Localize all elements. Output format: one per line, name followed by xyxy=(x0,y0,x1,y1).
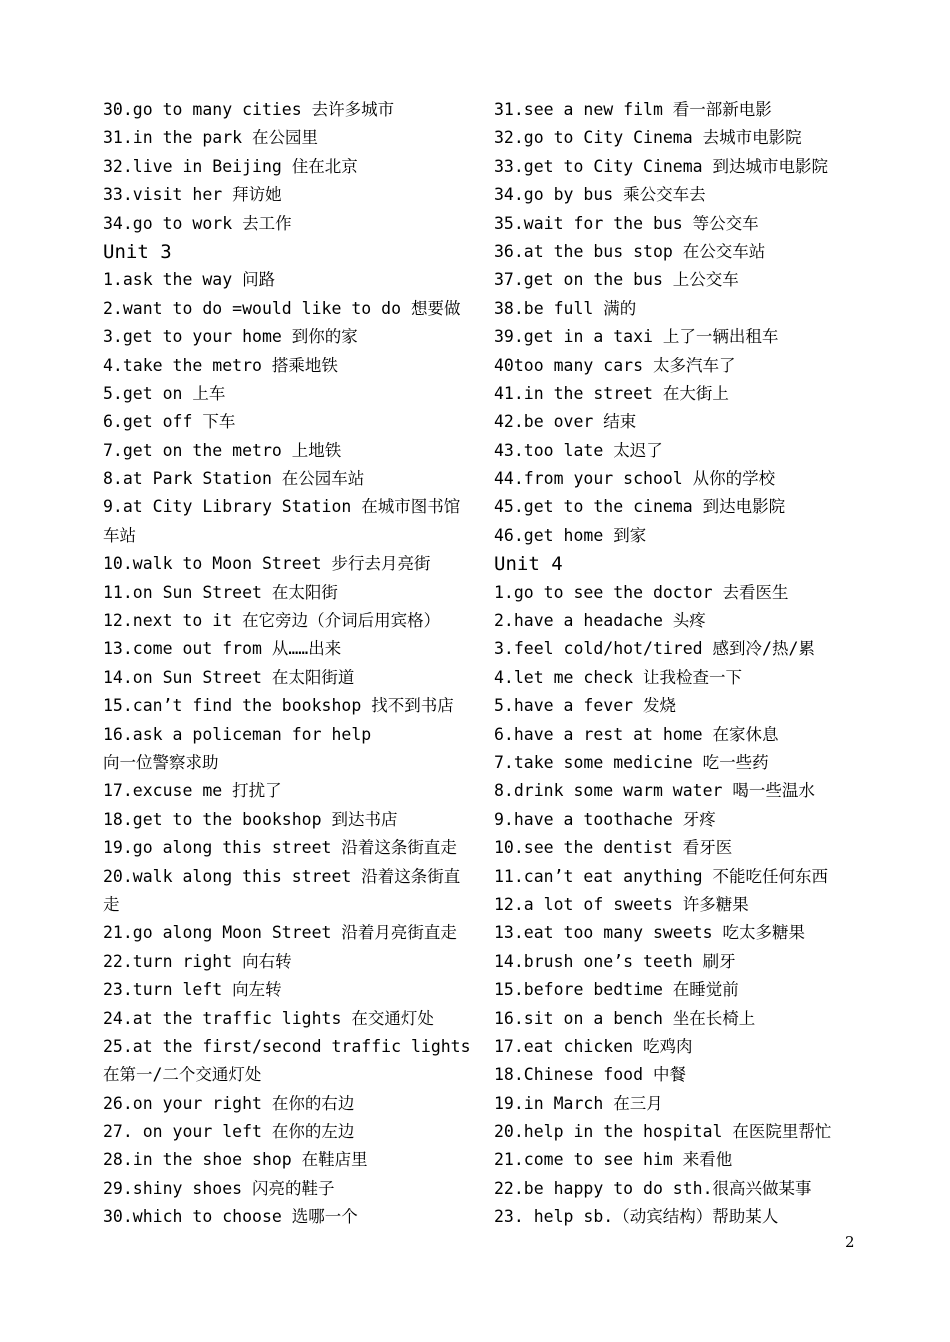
vocab-line: 3.get to your home 到你的家 xyxy=(103,327,358,347)
vocab-line: 7.take some medicine 吃一些药 xyxy=(494,752,769,772)
vocab-line: 43.too late 太迟了 xyxy=(494,440,663,460)
vocab-line: 31.in the park 在公园里 xyxy=(103,128,319,148)
vocab-line: 21.come to see him 来看他 xyxy=(494,1150,733,1170)
vocab-line: 45.get to the cinema 到达电影院 xyxy=(494,497,786,517)
vocab-line: 在第一/二个交通灯处 xyxy=(103,1065,262,1085)
vocab-line: 9.have a toothache 牙疼 xyxy=(494,809,716,829)
vocab-line: 8.drink some warm water 喝一些温水 xyxy=(494,781,815,801)
vocab-line: 6.get off 下车 xyxy=(103,412,236,432)
unit-heading: Unit 3 xyxy=(103,240,172,263)
vocab-line: 5.have a fever 发烧 xyxy=(494,696,677,716)
vocab-line: 40too many cars 太多汽车了 xyxy=(494,355,736,375)
vocab-line: 12.a lot of sweets 许多糖果 xyxy=(494,894,749,914)
vocab-line: 11.can’t eat anything 不能吃任何东西 xyxy=(494,866,829,886)
vocab-line: 18.Chinese food 中餐 xyxy=(494,1065,686,1085)
vocab-line: 车站 xyxy=(103,525,136,545)
vocab-line: 30.which to choose 选哪一个 xyxy=(103,1207,358,1227)
vocab-line: 13.eat too many sweets 吃太多糖果 xyxy=(494,923,805,943)
vocab-line: 31.see a new film 看一部新电影 xyxy=(494,100,772,119)
vocab-line: 7.get on the metro 上地铁 xyxy=(103,440,342,460)
vocab-line: 11.on Sun Street 在太阳街 xyxy=(103,582,338,602)
vocab-line: 22.turn right 向右转 xyxy=(103,951,292,971)
left-column xyxy=(103,96,473,1232)
vocab-line: 23.turn left 向左转 xyxy=(103,980,282,1000)
vocab-line: 37.get on the bus 上公交车 xyxy=(494,270,739,290)
vocab-line: 17.eat chicken 吃鸡肉 xyxy=(494,1036,693,1056)
vocab-line: 23. help sb.（动宾结构）帮助某人 xyxy=(494,1207,779,1227)
vocab-line: 向一位警察求助 xyxy=(103,752,219,772)
vocab-line: 15.can’t find the bookshop 找不到书店 xyxy=(103,696,454,716)
vocab-line: 42.be over 结束 xyxy=(494,412,637,432)
right-column xyxy=(494,96,854,1232)
vocab-line: 34.go to work 去工作 xyxy=(103,213,292,233)
page-number: 2 xyxy=(845,1233,855,1251)
vocab-line: 14.brush one’s teeth 刷牙 xyxy=(494,951,736,971)
vocab-line: 2.want to do =would like to do 想要做 xyxy=(103,298,461,318)
vocab-line: 29.shiny shoes 闪亮的鞋子 xyxy=(103,1178,335,1198)
vocab-line: 25.at the first/second traffic lights xyxy=(103,1036,471,1056)
vocab-line: 20.walk along this street 沿着这条街直 xyxy=(103,866,461,886)
vocab-line: 36.at the bus stop 在公交车站 xyxy=(494,241,766,261)
vocab-line: 5.get on 上车 xyxy=(103,383,226,403)
vocab-line: 15.before bedtime 在睡觉前 xyxy=(494,980,739,1000)
vocab-line: 2.have a headache 头疼 xyxy=(494,611,706,631)
vocab-line: 30.go to many cities 去许多城市 xyxy=(103,100,395,119)
vocab-line: 46.get home 到家 xyxy=(494,525,647,545)
vocab-line: 22.be happy to do sth.很高兴做某事 xyxy=(494,1178,812,1198)
vocab-line: 10.see the dentist 看牙医 xyxy=(494,838,733,858)
vocab-line: 18.get to the bookshop 到达书店 xyxy=(103,809,398,829)
vocab-line: 19.in March 在三月 xyxy=(494,1093,663,1113)
vocab-line: 32.live in Beijing 住在北京 xyxy=(103,156,358,176)
vocab-line: 14.on Sun Street 在太阳街道 xyxy=(103,667,355,687)
vocab-line: 21.go along Moon Street 沿着月亮街直走 xyxy=(103,923,457,943)
vocab-line: 39.get in a taxi 上了一辆出租车 xyxy=(494,327,779,347)
vocab-line: 20.help in the hospital 在医院里帮忙 xyxy=(494,1122,832,1142)
vocab-line: 32.go to City Cinema 去城市电影院 xyxy=(494,128,802,148)
vocab-line: 4.let me check 让我检查一下 xyxy=(494,667,743,687)
vocab-line: 17.excuse me 打扰了 xyxy=(103,781,282,801)
vocab-line: 16.ask a policeman for help xyxy=(103,724,372,744)
vocab-line: 12.next to it 在它旁边（介词后用宾格） xyxy=(103,611,441,631)
vocab-line: 13.come out from 从……出来 xyxy=(103,639,342,659)
vocab-line: 10.walk to Moon Street 步行去月亮街 xyxy=(103,554,431,574)
vocab-line: 34.go by bus 乘公交车去 xyxy=(494,185,706,205)
vocab-line: 26.on your right 在你的右边 xyxy=(103,1093,355,1113)
vocab-line: 1.ask the way 问路 xyxy=(103,270,276,290)
vocab-line: 19.go along this street 沿着这条街直走 xyxy=(103,838,457,858)
vocab-line: 走 xyxy=(103,894,120,914)
vocab-line: 16.sit on a bench 坐在长椅上 xyxy=(494,1008,756,1028)
vocab-line: 33.visit her 拜访她 xyxy=(103,185,282,205)
vocab-line: 38.be full 满的 xyxy=(494,298,637,318)
vocab-line: 1.go to see the doctor 去看医生 xyxy=(494,582,789,602)
vocab-line: 41.in the street 在大街上 xyxy=(494,383,729,403)
vocab-line: 33.get to City Cinema 到达城市电影院 xyxy=(494,156,829,176)
vocab-line: 28.in the shoe shop 在鞋店里 xyxy=(103,1150,368,1170)
vocab-line: 27. on your left 在你的左边 xyxy=(103,1122,355,1142)
vocab-line: 8.at Park Station 在公园车站 xyxy=(103,469,365,489)
vocab-line: 4.take the metro 搭乘地铁 xyxy=(103,355,338,375)
vocab-line: 44.from your school 从你的学校 xyxy=(494,469,776,489)
vocab-line: 35.wait for the bus 等公交车 xyxy=(494,213,759,233)
vocab-line: 24.at the traffic lights 在交通灯处 xyxy=(103,1008,434,1028)
unit-heading: Unit 4 xyxy=(494,553,563,576)
vocab-line: 6.have a rest at home 在家休息 xyxy=(494,724,779,744)
vocab-line: 3.feel cold/hot/tired 感到冷/热/累 xyxy=(494,639,815,659)
vocab-line: 9.at City Library Station 在城市图书馆 xyxy=(103,497,461,517)
